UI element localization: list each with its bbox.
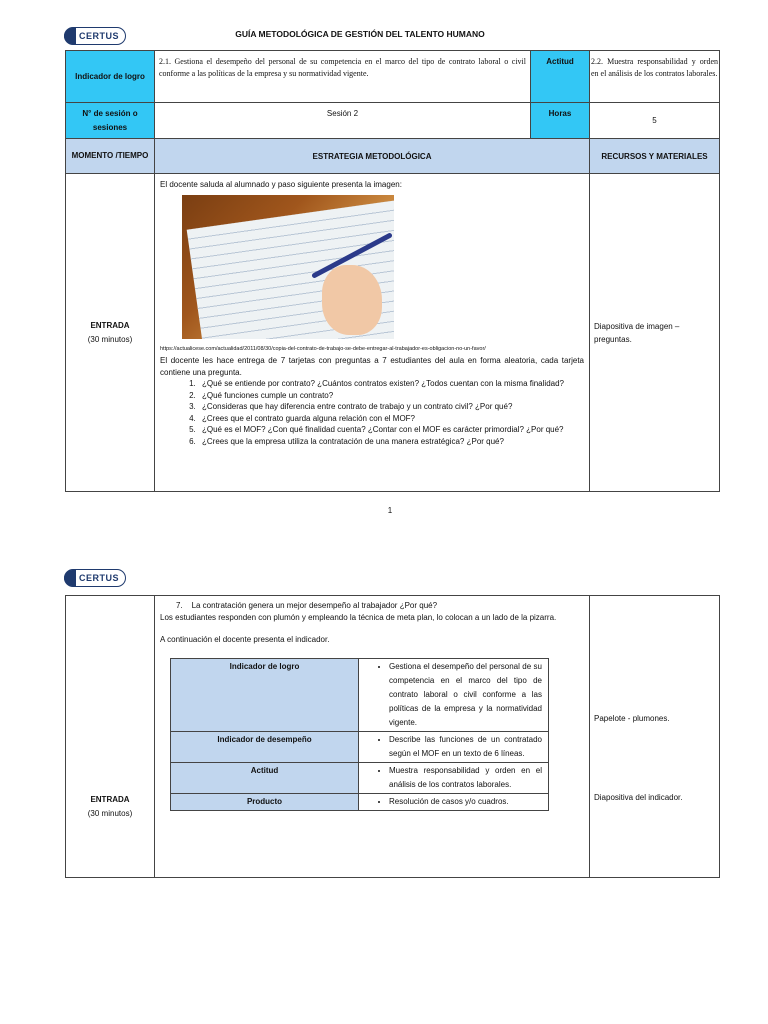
estrategia-cell [155,174,590,492]
horas-value: 5 [590,103,720,139]
sesion-label: N° de sesión o sesiones [66,103,155,139]
certus-logo: CERTUS [64,569,126,587]
indicator-label: Indicador de desempeño [171,731,359,762]
list-item: 1. ¿Qué se entiende por contrato? ¿Cuántos contratos existen? ¿Todos cuentan con la misma finalidad? [198,378,584,390]
indicador-text: 2.1. Gestiona el desempeño del personal de su competencia en el marco del tipo de contrato laboral o civil conforme a las políticas de la empresa y su normatividad vigente. [155,51,531,103]
students-paragraph: Los estudiantes responden con plumón y empleando la técnica de meta plan, lo colocan a un lado de la pizarra. [160,612,557,622]
question-list [160,378,584,447]
methodology-table-continued [65,595,720,878]
actitud-text: 2.2. Muestra responsabilidad y orden en el análisis de los contratos laborales. [590,51,720,103]
contract-signing-photo [182,195,394,339]
momento-time: (30 minutos) [87,808,133,818]
certus-logo: CERTUS [64,27,126,45]
sesion-value: Sesión 2 [155,103,531,139]
logo-mark-icon [64,28,76,44]
indicator-value: • Muestra responsabilidad y orden en el análisis de los contratos laborales. [359,762,549,793]
momento-name: ENTRADA [90,320,130,330]
recursos-item: Diapositiva del indicador. [594,793,683,802]
recursos-cell [590,596,720,878]
indicator-label: Actitud [171,762,359,793]
page-number: 1 [387,506,393,515]
recursos-cell: Diapositiva de imagen – preguntas. [590,174,720,492]
momento-label: MOMENTO /TIEMPO [66,139,155,174]
indicator-value: • Gestiona el desempeño del personal de su competencia en el marco del tipo de contrato laboral o civil conforme a las políticas de la empresa y la normatividad vigente. [359,658,549,731]
cards-paragraph: El docente les hace entrega de 7 tarjetas con preguntas a 7 estudiantes del aula en forma aleatoria, cada tarjeta contiene una pregunta. [160,356,584,377]
list-item: 3. ¿Consideras que hay diferencia entre contrato de trabajo y un contrato civil? ¿Por qué? [198,401,584,413]
momento-cell [66,596,155,878]
list-item: 6. ¿Crees que la empresa utiliza la contratación de una manera estratégica? ¿Por qué? [198,436,584,448]
list-item: 5. ¿Qué es el MOF? ¿Con qué finalidad cuenta? ¿Contar con el MOF es carácter primordial? ¿Por qué? [198,424,584,436]
horas-label: Horas [531,103,590,139]
list-item: 4. ¿Crees que el contrato guarda alguna relación con el MOF? [198,413,584,425]
indicator-label: Producto [171,793,359,810]
methodology-table [65,50,720,492]
document-title: GUÍA METODOLÓGICA DE GESTIÓN DEL TALENTO HUMANO [235,29,485,39]
indicator-value: • Resolución de casos y/o cuadros. [359,793,549,810]
logo-mark-icon [64,570,76,586]
question-7: 7. La contratación genera un mejor desempeño al trabajador ¿Por qué? [176,601,438,610]
image-source-url: https://actualicese.com/actualidad/2011/08/30/copia-del-contrato-de-trabajo-se-debe-entregar-al-trabajador-es-obligacion-no-un-favor/ [160,345,486,352]
estrategia-label: ESTRATEGIA METODOLÓGICA [155,139,590,174]
estrategia-cell [155,596,590,878]
intro-text: El docente saluda al alumnado y paso siguiente presenta la imagen: [160,180,402,189]
indicator-intro: A continuación el docente presenta el indicador. [160,635,330,644]
momento-time: (30 minutos) [87,334,133,344]
indicator-value: • Describe las funciones de un contratado según el MOF en un texto de 6 líneas. [359,731,549,762]
indicator-label: Indicador de logro [171,658,359,731]
indicator-table [170,658,549,811]
recursos-label: RECURSOS Y MATERIALES [590,139,720,174]
indicador-label: Indicador de logro [66,51,155,103]
actitud-label: Actitud [531,51,590,103]
list-item: 2. ¿Qué funciones cumple un contrato? [198,390,584,402]
recursos-item: Papelote - plumones. [594,714,670,723]
momento-cell [66,174,155,492]
momento-name: ENTRADA [90,794,130,804]
